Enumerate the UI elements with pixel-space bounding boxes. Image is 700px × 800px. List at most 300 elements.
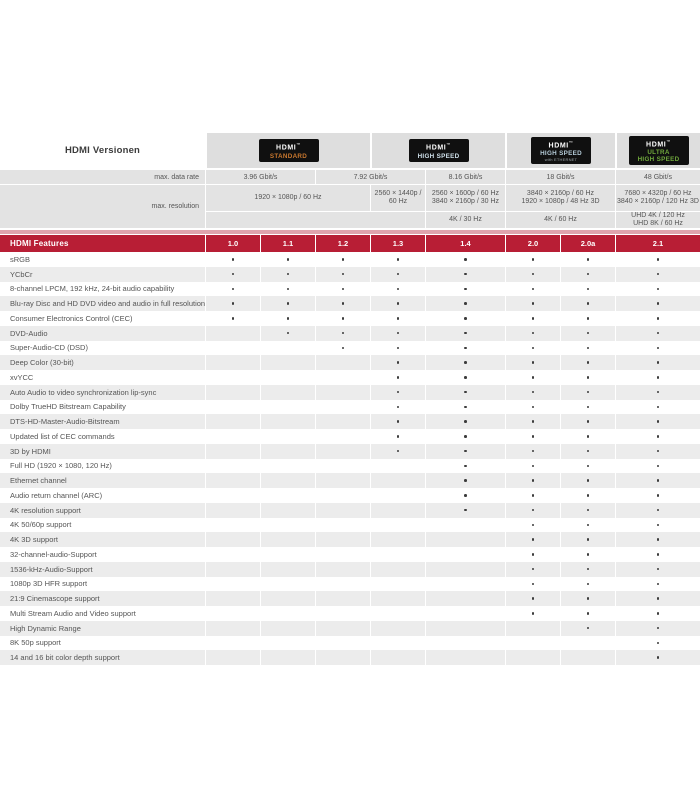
support-cell [505, 606, 560, 621]
support-cell [615, 547, 700, 562]
support-cell [615, 326, 700, 341]
feature-row [0, 591, 700, 606]
hdmi-brand-text: HDMI™ [276, 142, 301, 152]
support-dot [232, 258, 235, 261]
support-cell [560, 385, 615, 400]
support-dot [397, 376, 400, 379]
support-cell [425, 503, 505, 518]
feature-label: Consumer Electronics Control (CEC) [10, 313, 133, 323]
support-dot [587, 583, 590, 586]
support-cell [260, 414, 315, 429]
support-dot [532, 524, 535, 527]
feature-row [0, 326, 700, 341]
support-cell [560, 370, 615, 385]
support-cell [505, 326, 560, 341]
support-cell [560, 282, 615, 297]
feature-label: YCbCr [10, 269, 33, 279]
feature-row [0, 370, 700, 385]
support-dot [464, 376, 467, 379]
support-dot [342, 347, 345, 350]
logo-row [0, 133, 700, 168]
support-cell [205, 267, 260, 282]
support-cell [425, 326, 505, 341]
support-cell [505, 414, 560, 429]
support-cell [260, 488, 315, 503]
feature-row [0, 341, 700, 356]
support-cell [260, 606, 315, 621]
resolution-line: 60 Hz [388, 198, 408, 205]
support-cell [315, 444, 370, 459]
support-dot [342, 258, 345, 261]
support-cell [505, 577, 560, 592]
feature-label: 4K 3D support [10, 535, 58, 545]
support-dot [657, 273, 660, 276]
support-dot [532, 361, 535, 364]
support-dot [532, 406, 535, 409]
support-cell [260, 562, 315, 577]
feature-label: Audio return channel (ARC) [10, 490, 103, 500]
hdmi-ultra-high-speed-logo [629, 136, 689, 165]
data-rate-value: 7.92 Gbit/s [315, 170, 425, 184]
support-dot [657, 332, 660, 335]
support-cell [260, 621, 315, 636]
feature-row [0, 252, 700, 267]
support-dot [342, 273, 345, 276]
support-dot [587, 273, 590, 276]
resolution-value [205, 185, 370, 211]
version-col-2.0: 2.0 [505, 235, 560, 252]
support-cell [615, 414, 700, 429]
page-title: HDMI Versionen [64, 145, 141, 156]
support-cell [260, 296, 315, 311]
support-cell [260, 429, 315, 444]
support-cell [560, 636, 615, 651]
support-cell [260, 591, 315, 606]
support-cell [315, 326, 370, 341]
support-cell [560, 311, 615, 326]
support-dot [342, 302, 345, 305]
support-cell [370, 370, 425, 385]
support-cell [315, 547, 370, 562]
resolution-line: 4K / 30 Hz [449, 215, 482, 223]
data-rate-value: 8.16 Gbit/s [425, 170, 505, 184]
support-cell [205, 355, 260, 370]
logo-group-hdmi-high-speed-ethernet [505, 133, 615, 168]
version-col-1.1: 1.1 [260, 235, 315, 252]
support-cell [315, 503, 370, 518]
support-cell [370, 547, 425, 562]
hdmi-version-table [0, 130, 700, 665]
support-cell [260, 400, 315, 415]
hdmi-brand-text: HDMI™ [426, 142, 451, 152]
support-cell [505, 429, 560, 444]
support-dot [464, 288, 467, 291]
support-cell [560, 473, 615, 488]
support-cell [615, 267, 700, 282]
support-cell [260, 370, 315, 385]
support-cell [505, 488, 560, 503]
feature-row [0, 282, 700, 297]
support-dot [657, 642, 660, 645]
support-cell [425, 577, 505, 592]
feature-row [0, 606, 700, 621]
support-cell [505, 311, 560, 326]
support-cell [370, 252, 425, 267]
support-dot [464, 465, 467, 468]
support-dot [397, 332, 400, 335]
support-cell [260, 532, 315, 547]
support-cell [315, 282, 370, 297]
support-cell [615, 341, 700, 356]
data-rate-value: 3.96 Gbit/s [205, 170, 315, 184]
support-cell [315, 296, 370, 311]
resolution-line: UHD 8K / 60 Hz [633, 220, 683, 227]
support-dot [532, 332, 535, 335]
feature-row [0, 355, 700, 370]
support-dot [657, 317, 660, 320]
support-dot [587, 479, 590, 482]
feature-label: DVD-Audio [10, 328, 48, 338]
support-dot [397, 273, 400, 276]
support-cell [315, 385, 370, 400]
support-cell [505, 252, 560, 267]
support-cell [370, 518, 425, 533]
support-cell [560, 341, 615, 356]
logo-group-hdmi-high-speed [370, 133, 505, 168]
feature-row [0, 518, 700, 533]
feature-row [0, 429, 700, 444]
support-cell [425, 444, 505, 459]
feature-label: sRGB [10, 254, 31, 264]
support-cell [615, 562, 700, 577]
feature-label: Multi Stream Audio and Video support [10, 608, 136, 618]
features-body [0, 252, 700, 665]
support-dot [464, 494, 467, 497]
support-cell [315, 252, 370, 267]
support-dot [532, 376, 535, 379]
support-cell [370, 488, 425, 503]
support-dot [532, 465, 535, 468]
support-cell [370, 636, 425, 651]
support-dot [657, 288, 660, 291]
support-dot [657, 612, 660, 615]
logo-label: HIGH SPEED [540, 150, 582, 158]
separator-band [0, 230, 700, 234]
version-col-1.0: 1.0 [205, 235, 260, 252]
support-dot [232, 288, 235, 291]
feature-label: 4K 50/60p support [10, 520, 72, 530]
support-cell [370, 296, 425, 311]
support-dot [464, 273, 467, 276]
support-cell [425, 650, 505, 665]
support-cell [425, 547, 505, 562]
feature-label: DTS-HD-Master-Audio-Bitstream [10, 417, 120, 427]
support-dot [587, 627, 590, 630]
support-cell [205, 326, 260, 341]
feature-row [0, 444, 700, 459]
support-dot [587, 568, 590, 571]
support-cell [205, 577, 260, 592]
support-cell [205, 621, 260, 636]
feature-row [0, 621, 700, 636]
support-cell [425, 636, 505, 651]
support-cell [425, 414, 505, 429]
support-dot [464, 347, 467, 350]
support-cell [505, 296, 560, 311]
data-rate-row [0, 170, 700, 184]
support-dot [532, 273, 535, 276]
support-dot [587, 317, 590, 320]
support-cell [615, 400, 700, 415]
support-cell [615, 444, 700, 459]
support-cell [505, 518, 560, 533]
resolution-label: max. resolution [0, 185, 205, 228]
support-cell [370, 355, 425, 370]
support-cell [315, 532, 370, 547]
feature-row [0, 311, 700, 326]
support-cell [260, 341, 315, 356]
feature-row [0, 532, 700, 547]
support-cell [560, 296, 615, 311]
support-dot [532, 317, 535, 320]
support-cell [205, 252, 260, 267]
support-dot [587, 347, 590, 350]
support-dot [657, 627, 660, 630]
support-cell [370, 429, 425, 444]
hdmi-high-speed-logo [409, 139, 469, 161]
support-cell [615, 503, 700, 518]
support-cell [260, 267, 315, 282]
support-cell [425, 518, 505, 533]
support-cell [425, 606, 505, 621]
support-cell [615, 311, 700, 326]
support-cell [505, 532, 560, 547]
support-cell [560, 414, 615, 429]
support-cell [425, 488, 505, 503]
feature-row [0, 459, 700, 474]
support-dot [532, 538, 535, 541]
support-cell [425, 473, 505, 488]
feature-label: Super-Audio-CD (DSD) [10, 343, 88, 353]
support-dot [657, 435, 660, 438]
support-dot [532, 583, 535, 586]
support-cell [615, 282, 700, 297]
support-cell [205, 606, 260, 621]
resolution-line: 1920 × 1080p / 48 Hz 3D [521, 198, 600, 205]
hdmi-brand-text: HDMI™ [548, 139, 574, 150]
support-dot [657, 302, 660, 305]
support-dot [287, 317, 290, 320]
resolution-value [205, 212, 425, 228]
support-dot [657, 465, 660, 468]
support-cell [560, 606, 615, 621]
feature-label: Updated list of CEC commands [10, 431, 115, 441]
feature-row [0, 296, 700, 311]
logo-label: ULTRA [647, 149, 670, 157]
support-dot [657, 376, 660, 379]
resolution-line: 1920 × 1080p / 60 Hz [254, 193, 322, 201]
feature-label: Ethernet channel [10, 476, 67, 486]
support-dot [287, 258, 290, 261]
support-cell [560, 355, 615, 370]
support-dot [587, 553, 590, 556]
support-dot [532, 597, 535, 600]
support-dot [587, 509, 590, 512]
support-dot [657, 347, 660, 350]
support-cell [370, 444, 425, 459]
feature-label: 32-channel-audio-Support [10, 549, 97, 559]
support-cell [560, 400, 615, 415]
support-dot [587, 391, 590, 394]
support-cell [205, 547, 260, 562]
support-cell [615, 252, 700, 267]
support-cell [260, 577, 315, 592]
support-cell [260, 518, 315, 533]
support-cell [205, 296, 260, 311]
support-cell [560, 577, 615, 592]
support-cell [560, 621, 615, 636]
support-cell [315, 414, 370, 429]
support-dot [657, 583, 660, 586]
resolution-value [425, 212, 505, 228]
support-cell [315, 650, 370, 665]
support-dot [464, 435, 467, 438]
support-dot [397, 317, 400, 320]
support-dot [657, 568, 660, 571]
logo-label: HIGH SPEED [637, 156, 680, 164]
support-dot [464, 361, 467, 364]
support-cell [315, 341, 370, 356]
support-cell [615, 429, 700, 444]
version-col-2.0a: 2.0a [560, 235, 615, 252]
support-cell [370, 473, 425, 488]
resolution-line: 4K / 60 Hz [544, 215, 577, 223]
support-dot [397, 435, 400, 438]
support-cell [370, 459, 425, 474]
support-dot [657, 656, 660, 659]
feature-label: 1536-kHz-Audio-Support [10, 564, 93, 574]
support-cell [505, 267, 560, 282]
feature-label: Dolby TrueHD Bitstream Capability [10, 402, 126, 412]
support-cell [205, 488, 260, 503]
support-dot [397, 258, 400, 261]
support-cell [370, 341, 425, 356]
support-dot [657, 494, 660, 497]
support-dot [657, 538, 660, 541]
feature-row [0, 547, 700, 562]
support-cell [425, 429, 505, 444]
support-cell [205, 282, 260, 297]
feature-row [0, 650, 700, 665]
resolution-value [370, 185, 425, 211]
support-cell [315, 355, 370, 370]
support-cell [315, 370, 370, 385]
support-cell [560, 488, 615, 503]
support-cell [260, 311, 315, 326]
feature-row [0, 400, 700, 415]
support-dot [587, 258, 590, 261]
logo-label: STANDARD [269, 152, 308, 160]
support-cell [315, 577, 370, 592]
support-dot [532, 553, 535, 556]
features-header-label: HDMI Features [0, 235, 205, 252]
support-cell [315, 591, 370, 606]
support-cell [370, 503, 425, 518]
support-dot [287, 273, 290, 276]
support-cell [315, 459, 370, 474]
support-cell [260, 385, 315, 400]
feature-row [0, 562, 700, 577]
support-cell [615, 488, 700, 503]
support-cell [205, 311, 260, 326]
support-cell [505, 503, 560, 518]
support-cell [615, 621, 700, 636]
support-dot [397, 302, 400, 305]
support-dot [464, 302, 467, 305]
support-cell [260, 473, 315, 488]
support-dot [587, 332, 590, 335]
support-cell [370, 532, 425, 547]
support-dot [464, 332, 467, 335]
feature-row [0, 503, 700, 518]
support-dot [532, 612, 535, 615]
support-cell [260, 636, 315, 651]
support-cell [370, 326, 425, 341]
support-dot [342, 317, 345, 320]
support-cell [370, 650, 425, 665]
feature-label: 4K resolution support [10, 505, 81, 515]
support-cell [425, 562, 505, 577]
support-dot [587, 538, 590, 541]
support-cell [205, 414, 260, 429]
support-dot [657, 450, 660, 453]
support-dot [464, 479, 467, 482]
logo-label: HIGH SPEED [417, 152, 460, 160]
support-cell [615, 591, 700, 606]
features-header-row [0, 235, 700, 252]
support-cell [505, 591, 560, 606]
feature-row [0, 414, 700, 429]
support-dot [232, 273, 235, 276]
hdmi-brand-text: HDMI™ [646, 138, 671, 149]
support-dot [587, 524, 590, 527]
support-cell [315, 562, 370, 577]
support-cell [560, 444, 615, 459]
support-dot [287, 302, 290, 305]
support-dot [532, 347, 535, 350]
support-cell [615, 577, 700, 592]
support-cell [260, 547, 315, 562]
resolution-value [425, 185, 505, 211]
support-dot [657, 361, 660, 364]
version-col-1.2: 1.2 [315, 235, 370, 252]
feature-row [0, 385, 700, 400]
support-cell [370, 311, 425, 326]
support-dot [587, 288, 590, 291]
support-dot [464, 420, 467, 423]
support-dot [587, 465, 590, 468]
support-cell [205, 370, 260, 385]
data-rate-value: 48 Gbit/s [615, 170, 700, 184]
hdmi-high-speed-ethernet-logo [531, 137, 591, 164]
support-cell [315, 311, 370, 326]
support-dot [587, 612, 590, 615]
feature-label: 8-channel LPCM, 192 kHz, 24-bit audio capability [10, 284, 175, 294]
support-cell [370, 606, 425, 621]
resolution-line: UHD 4K / 120 Hz [631, 211, 685, 219]
support-cell [505, 341, 560, 356]
support-cell [205, 459, 260, 474]
